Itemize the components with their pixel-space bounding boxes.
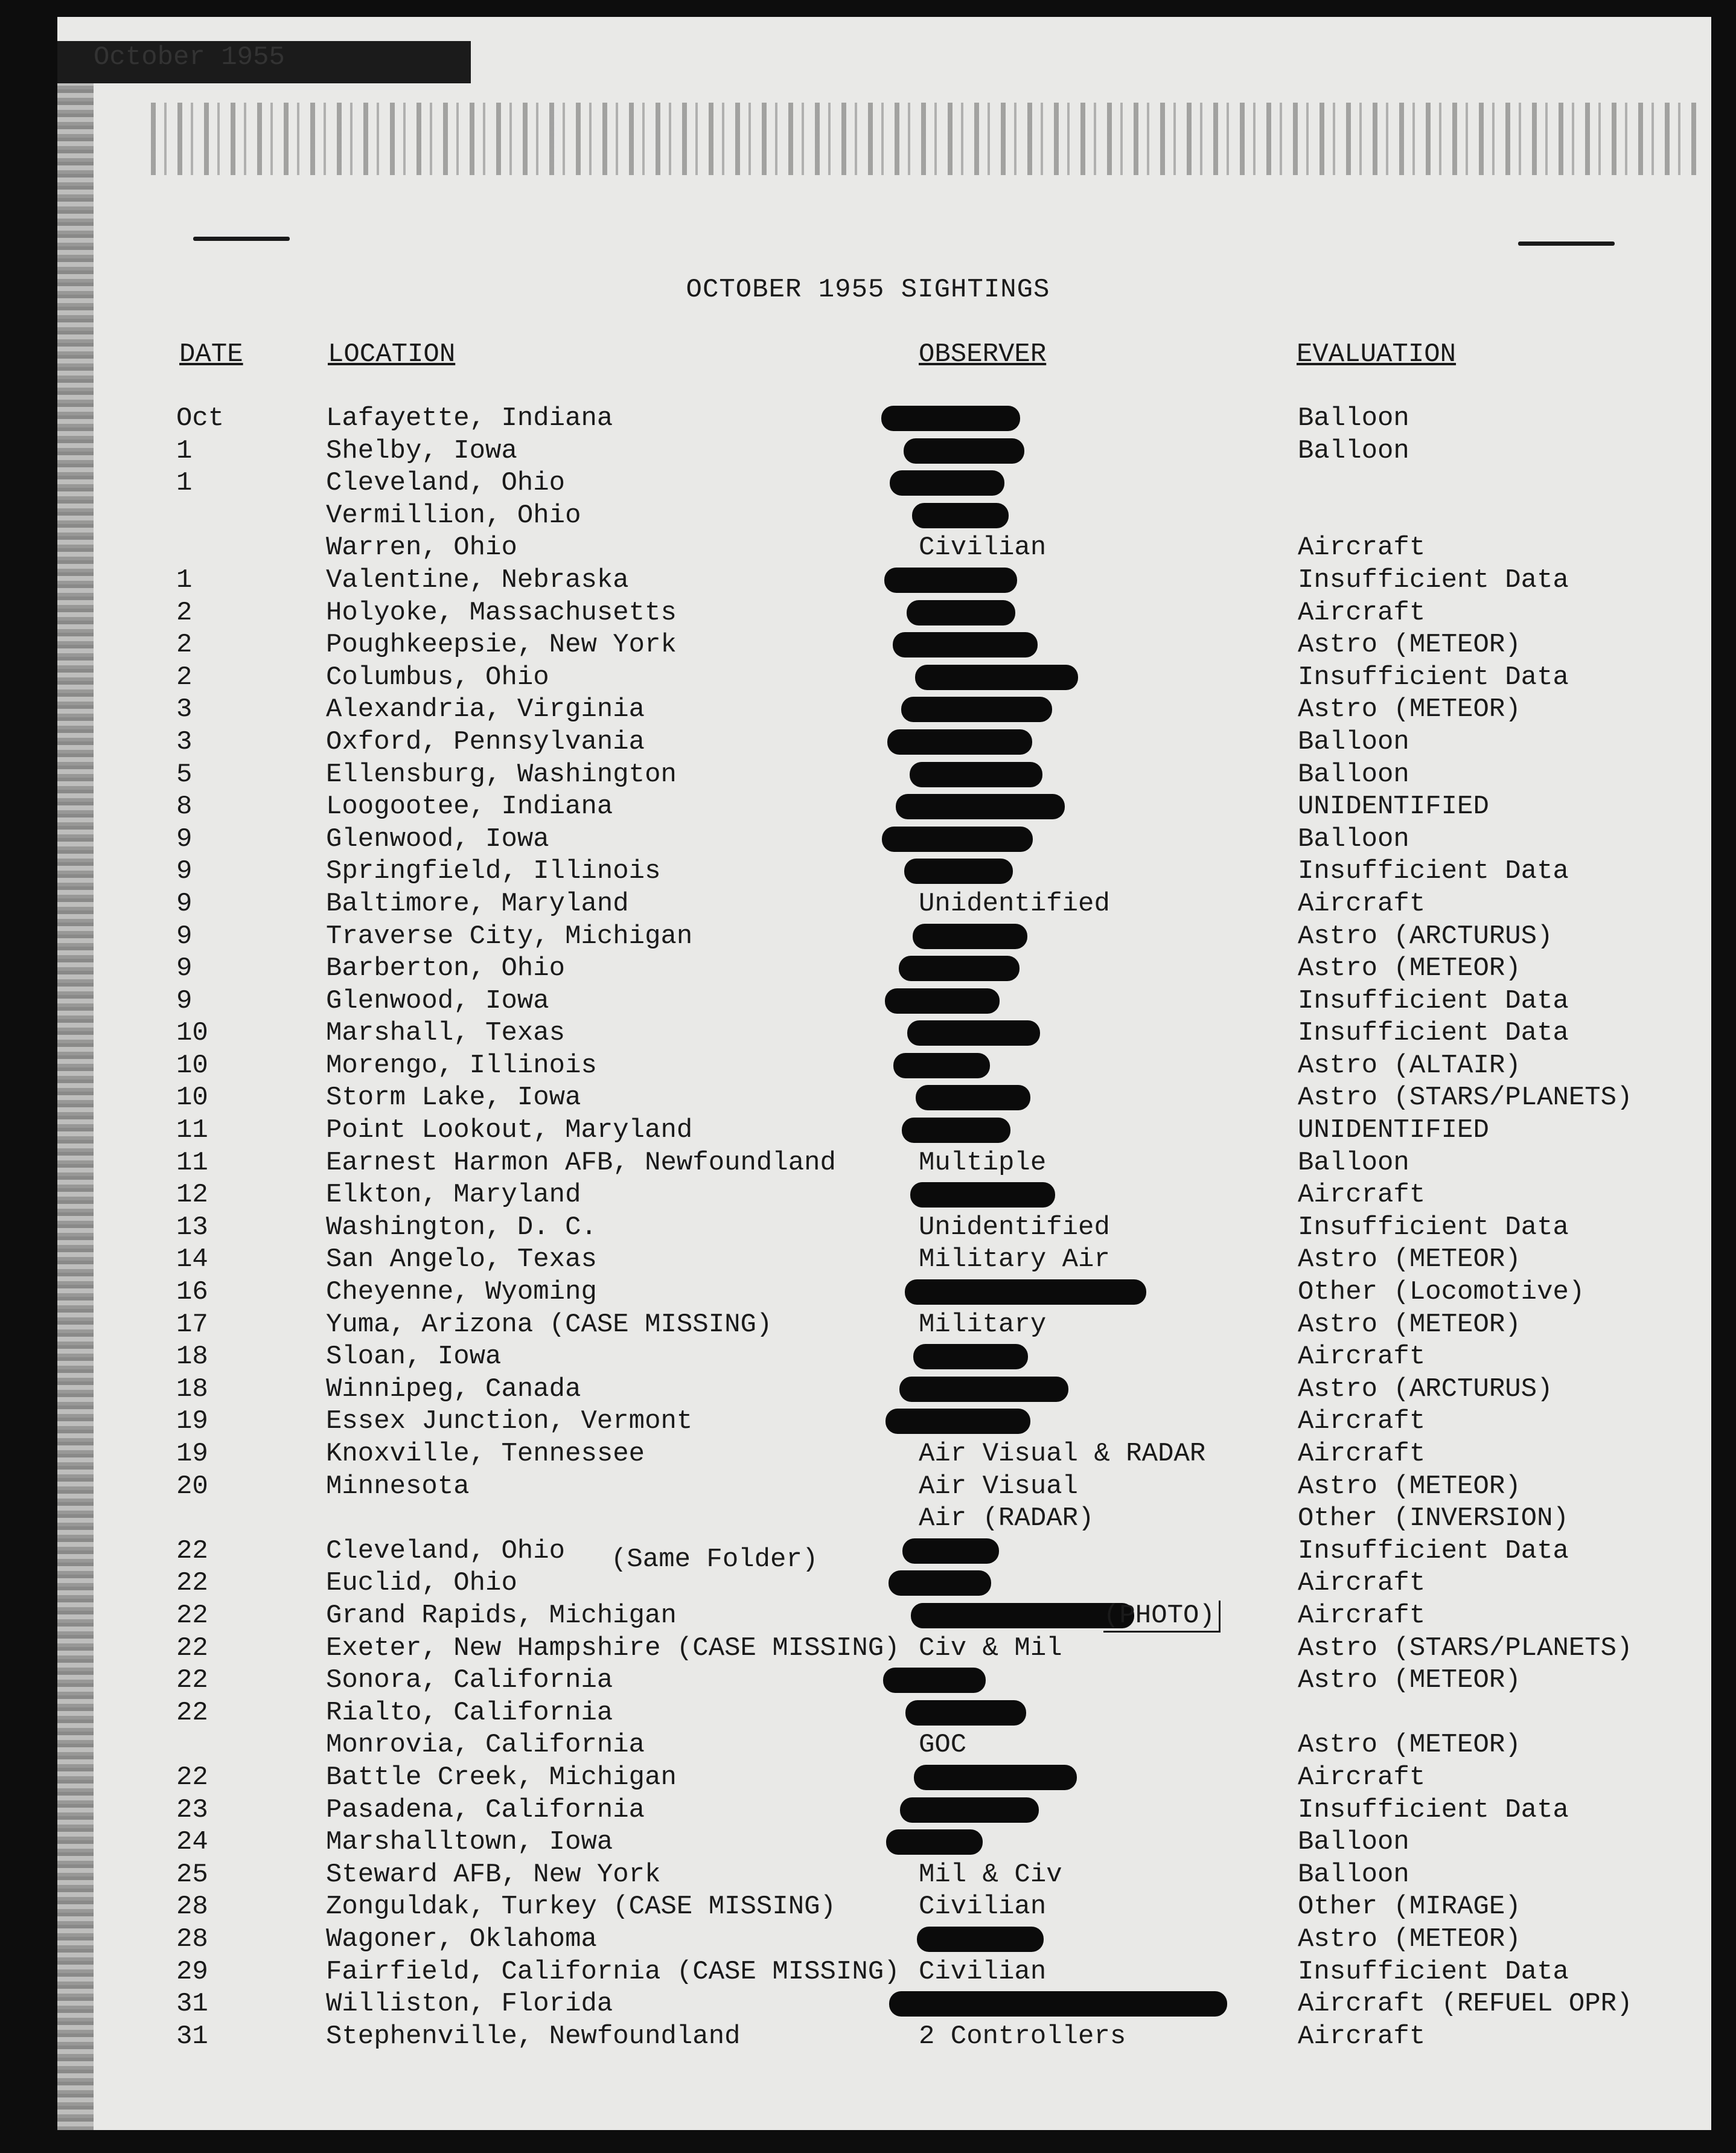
folder-tab-label: October 1955	[94, 42, 285, 72]
date-cell: 2	[176, 630, 193, 661]
table-row	[0, 662, 1736, 695]
location-cell: Yuma, Arizona (CASE MISSING)	[326, 1309, 773, 1340]
evaluation-cell: Insufficient Data	[1298, 1212, 1569, 1243]
table-row	[0, 1698, 1736, 1730]
observer-cell: Air Visual & RADAR	[919, 1439, 1206, 1469]
redaction-bar	[904, 859, 1013, 884]
table-row	[0, 1115, 1736, 1148]
date-cell: 1	[176, 468, 193, 499]
location-cell: Storm Lake, Iowa	[326, 1083, 581, 1113]
redaction-bar	[882, 827, 1033, 852]
table-row	[0, 1471, 1736, 1504]
table-row	[0, 1148, 1736, 1180]
column-header-evaluation: EVALUATION	[1297, 339, 1457, 369]
observer-cell: Civilian	[919, 1956, 1047, 1987]
column-header-observer: OBSERVER	[919, 339, 1047, 369]
table-row	[0, 1633, 1736, 1666]
location-cell: Springfield, Illinois	[326, 856, 661, 887]
redaction-bar	[899, 956, 1020, 981]
date-cell: 31	[176, 1989, 208, 2020]
redaction-bar	[896, 794, 1065, 819]
date-cell: 22	[176, 1568, 208, 1599]
date-cell: 22	[176, 1697, 208, 1728]
location-cell: Washington, D. C.	[326, 1212, 597, 1243]
date-cell: 19	[176, 1406, 208, 1437]
date-cell: 22	[176, 1535, 208, 1566]
table-row	[0, 889, 1736, 921]
table-row	[0, 436, 1736, 469]
redaction-bar	[899, 1377, 1068, 1402]
redaction-bar	[884, 568, 1017, 593]
evaluation-cell: Astro (METEOR)	[1298, 1244, 1521, 1275]
date-cell: 12	[176, 1180, 208, 1211]
redaction-bar	[907, 600, 1015, 625]
table-row	[0, 1374, 1736, 1407]
table-row	[0, 1277, 1736, 1310]
table-row	[0, 1083, 1736, 1115]
date-cell: 20	[176, 1471, 208, 1502]
location-cell: Earnest Harmon AFB, Newfoundland	[326, 1147, 836, 1178]
location-cell: Vermillion, Ohio	[326, 500, 581, 531]
table-row	[0, 1957, 1736, 1989]
evaluation-cell: Aircraft	[1298, 1762, 1426, 1793]
redaction-bar	[885, 988, 1000, 1014]
location-cell: Ellensburg, Washington	[326, 759, 677, 790]
redaction-bar	[911, 1603, 1134, 1628]
location-cell: Knoxville, Tennessee	[326, 1439, 645, 1469]
evaluation-cell: Astro (METEOR)	[1298, 694, 1521, 725]
evaluation-cell: Insufficient Data	[1298, 1956, 1569, 1987]
table-row	[0, 1827, 1736, 1860]
date-cell: 3	[176, 694, 193, 725]
location-cell: Zonguldak, Turkey (CASE MISSING)	[326, 1892, 836, 1922]
redaction-bar	[905, 1700, 1026, 1726]
evaluation-cell: Insufficient Data	[1298, 1794, 1569, 1825]
location-cell: Grand Rapids, Michigan	[326, 1600, 677, 1631]
date-cell: 11	[176, 1115, 208, 1146]
date-cell: 18	[176, 1342, 208, 1372]
table-row	[0, 1536, 1736, 1569]
evaluation-cell: Aircraft	[1298, 1439, 1426, 1469]
evaluation-cell: Balloon	[1298, 1859, 1409, 1890]
table-row	[0, 1180, 1736, 1212]
table-row	[0, 598, 1736, 630]
table-row	[0, 1860, 1736, 1892]
evaluation-cell: Astro (METEOR)	[1298, 1309, 1521, 1340]
observer-cell: Civ & Mil	[919, 1633, 1062, 1663]
table-row	[0, 727, 1736, 760]
date-cell: 18	[176, 1374, 208, 1404]
redaction-bar	[886, 1409, 1030, 1434]
evaluation-cell: Balloon	[1298, 1147, 1409, 1178]
redaction-bar	[907, 1020, 1040, 1046]
table-row	[0, 1051, 1736, 1083]
location-cell: Cheyenne, Wyoming	[326, 1277, 597, 1308]
observer-cell: Mil & Civ	[919, 1859, 1062, 1890]
date-cell: 22	[176, 1600, 208, 1631]
observer-cell: Multiple	[919, 1147, 1047, 1178]
date-cell: 1	[176, 435, 193, 466]
column-header-location: LOCATION	[328, 339, 456, 369]
date-cell: 31	[176, 2021, 208, 2052]
location-cell: Williston, Florida	[326, 1989, 613, 2020]
evaluation-cell: Insufficient Data	[1298, 1018, 1569, 1049]
date-cell: 29	[176, 1956, 208, 1987]
date-cell: 10	[176, 1050, 208, 1081]
table-row	[0, 694, 1736, 727]
table-row	[0, 1665, 1736, 1698]
location-cell: Rialto, California	[326, 1697, 613, 1728]
redaction-bar	[917, 1927, 1044, 1952]
table-row	[0, 1568, 1736, 1601]
evaluation-cell: Astro (ALTAIR)	[1298, 1050, 1521, 1081]
date-cell: 10	[176, 1018, 208, 1049]
location-cell: Holyoke, Massachusetts	[326, 597, 677, 628]
location-cell: Marshalltown, Iowa	[326, 1827, 613, 1858]
table-row	[0, 1503, 1736, 1536]
location-cell: Loogootee, Indiana	[326, 792, 613, 822]
date-cell: 23	[176, 1794, 208, 1825]
location-cell: Fairfield, California (CASE MISSING)	[326, 1956, 900, 1987]
location-cell: Winnipeg, Canada	[326, 1374, 581, 1404]
evaluation-cell: Aircraft	[1298, 597, 1426, 628]
evaluation-cell: UNIDENTIFIED	[1298, 792, 1489, 822]
evaluation-cell: Astro (METEOR)	[1298, 1471, 1521, 1502]
evaluation-cell: Astro (METEOR)	[1298, 1924, 1521, 1954]
location-cell: Traverse City, Michigan	[326, 921, 693, 952]
evaluation-cell: Astro (METEOR)	[1298, 953, 1521, 984]
table-row	[0, 953, 1736, 986]
location-cell: Steward AFB, New York	[326, 1859, 661, 1890]
date-cell: 10	[176, 1083, 208, 1113]
evaluation-cell: Aircraft	[1298, 1342, 1426, 1372]
scan-noise-band	[151, 103, 1696, 175]
date-cell: 17	[176, 1309, 208, 1340]
table-row	[0, 1342, 1736, 1374]
redaction-bar	[913, 924, 1027, 949]
evaluation-cell: Astro (METEOR)	[1298, 1665, 1521, 1696]
location-cell: Exeter, New Hampshire (CASE MISSING)	[326, 1633, 900, 1663]
evaluation-cell: Balloon	[1298, 435, 1409, 466]
table-row	[0, 1439, 1736, 1471]
dash-mark-left	[193, 237, 290, 241]
evaluation-cell: Aircraft	[1298, 1600, 1426, 1631]
redaction-bar	[905, 1279, 1146, 1305]
observer-cell: Military	[919, 1309, 1047, 1340]
observer-cell: 2 Controllers	[919, 2021, 1126, 2052]
table-row	[0, 630, 1736, 662]
table-row	[0, 501, 1736, 533]
location-cell: Marshall, Texas	[326, 1018, 566, 1049]
evaluation-cell: Insufficient Data	[1298, 985, 1569, 1016]
date-cell: 13	[176, 1212, 208, 1243]
date-cell: 14	[176, 1244, 208, 1275]
table-row	[0, 403, 1736, 436]
evaluation-cell: Other (MIRAGE)	[1298, 1892, 1521, 1922]
observer-cell: GOC	[919, 1730, 967, 1761]
date-cell: 9	[176, 888, 193, 919]
location-cell: Poughkeepsie, New York	[326, 630, 677, 661]
evaluation-cell: Astro (STARS/PLANETS)	[1298, 1633, 1633, 1663]
observer-cell: Civilian	[919, 1892, 1047, 1922]
evaluation-cell: Astro (ARCTURUS)	[1298, 921, 1553, 952]
redaction-bar	[883, 1668, 986, 1693]
location-cell: Monrovia, California	[326, 1730, 645, 1761]
date-cell: 25	[176, 1859, 208, 1890]
evaluation-cell: Astro (ARCTURUS)	[1298, 1374, 1553, 1404]
redaction-bar	[915, 665, 1078, 690]
table-row	[0, 1892, 1736, 1924]
redaction-bar	[912, 503, 1009, 528]
date-cell: 2	[176, 662, 193, 693]
location-cell: Alexandria, Virginia	[326, 694, 645, 725]
location-cell: Oxford, Pennsylvania	[326, 726, 645, 757]
table-row	[0, 921, 1736, 954]
table-row	[0, 2021, 1736, 2054]
location-cell: Cleveland, Ohio	[326, 468, 566, 499]
date-cell: 19	[176, 1439, 208, 1469]
date-cell: 22	[176, 1665, 208, 1696]
date-cell: 2	[176, 597, 193, 628]
date-cell: Oct	[176, 403, 225, 433]
redaction-bar	[910, 762, 1042, 787]
redaction-bar	[902, 1538, 999, 1564]
date-cell: 28	[176, 1892, 208, 1922]
redaction-bar	[889, 1991, 1227, 2017]
observer-cell: Military Air	[919, 1244, 1110, 1275]
location-cell: Sonora, California	[326, 1665, 613, 1696]
location-cell: Cleveland, Ohio	[326, 1535, 566, 1566]
date-cell: 9	[176, 921, 193, 952]
redaction-bar	[886, 1829, 983, 1855]
evaluation-cell: Balloon	[1298, 759, 1409, 790]
location-cell: Sloan, Iowa	[326, 1342, 502, 1372]
date-cell: 9	[176, 985, 193, 1016]
observer-cell: Unidentified	[919, 1212, 1110, 1243]
table-row	[0, 565, 1736, 598]
redaction-bar	[910, 1182, 1055, 1208]
evaluation-cell: Insufficient Data	[1298, 565, 1569, 595]
redaction-bar	[893, 1053, 990, 1078]
evaluation-cell: Insufficient Data	[1298, 662, 1569, 693]
evaluation-cell: Aircraft	[1298, 1568, 1426, 1599]
table-row	[0, 1730, 1736, 1762]
location-cell: Barberton, Ohio	[326, 953, 566, 984]
evaluation-cell: UNIDENTIFIED	[1298, 1115, 1489, 1146]
date-cell: 16	[176, 1277, 208, 1308]
table-row	[0, 824, 1736, 857]
evaluation-cell: Aircraft	[1298, 533, 1426, 563]
redaction-bar	[881, 406, 1020, 431]
evaluation-cell: Aircraft	[1298, 1180, 1426, 1211]
evaluation-cell: Balloon	[1298, 726, 1409, 757]
location-cell: Wagoner, Oklahoma	[326, 1924, 597, 1954]
table-row	[0, 533, 1736, 565]
evaluation-cell: Aircraft	[1298, 2021, 1426, 2052]
location-cell: Warren, Ohio	[326, 533, 517, 563]
observer-cell: Air Visual	[919, 1471, 1079, 1502]
date-cell: 24	[176, 1827, 208, 1858]
column-header-date: DATE	[179, 339, 243, 369]
table-row	[0, 1244, 1736, 1277]
date-cell: 9	[176, 856, 193, 887]
redaction-bar	[890, 470, 1004, 496]
table-row	[0, 792, 1736, 824]
table-row	[0, 1762, 1736, 1795]
location-cell: Columbus, Ohio	[326, 662, 549, 693]
observer-cell: Unidentified	[919, 888, 1110, 919]
table-row	[0, 986, 1736, 1019]
evaluation-cell: Aircraft	[1298, 1406, 1426, 1437]
redaction-bar	[914, 1765, 1077, 1790]
table-row	[0, 1018, 1736, 1051]
evaluation-cell: Astro (STARS/PLANETS)	[1298, 1083, 1633, 1113]
location-cell: Point Lookout, Maryland	[326, 1115, 693, 1146]
observer-cell: Civilian	[919, 533, 1047, 563]
table-row	[0, 1212, 1736, 1245]
table-row	[0, 1406, 1736, 1439]
location-cell: Shelby, Iowa	[326, 435, 517, 466]
redaction-bar	[889, 1570, 991, 1596]
evaluation-cell: Aircraft (REFUEL OPR)	[1298, 1989, 1633, 2020]
redaction-bar	[904, 438, 1024, 464]
location-cell: Essex Junction, Vermont	[326, 1406, 693, 1437]
table-row	[0, 1310, 1736, 1342]
redaction-bar	[913, 1344, 1028, 1369]
date-cell: 11	[176, 1147, 208, 1178]
evaluation-cell: Insufficient Data	[1298, 1535, 1569, 1566]
table-row	[0, 1601, 1736, 1633]
date-cell: 3	[176, 726, 193, 757]
location-cell: Elkton, Maryland	[326, 1180, 581, 1211]
sightings-table	[0, 403, 1736, 2053]
location-cell: Battle Creek, Michigan	[326, 1762, 677, 1793]
table-row	[0, 1989, 1736, 2021]
evaluation-cell: Balloon	[1298, 824, 1409, 854]
date-cell: 28	[176, 1924, 208, 1954]
observer-cell: (PHOTO)	[1103, 1601, 1221, 1633]
location-cell: Glenwood, Iowa	[326, 824, 549, 854]
evaluation-cell: Balloon	[1298, 403, 1409, 433]
date-cell: 9	[176, 824, 193, 854]
location-cell: Glenwood, Iowa	[326, 985, 549, 1016]
location-cell: Minnesota	[326, 1471, 470, 1502]
date-cell: 22	[176, 1633, 208, 1663]
evaluation-cell: Balloon	[1298, 1827, 1409, 1858]
redaction-bar	[902, 1118, 1010, 1143]
table-row	[0, 856, 1736, 889]
location-cell: Euclid, Ohio	[326, 1568, 517, 1599]
table-row	[0, 1924, 1736, 1957]
redaction-bar	[916, 1085, 1030, 1110]
evaluation-cell: Astro (METEOR)	[1298, 630, 1521, 661]
evaluation-cell: Other (Locomotive)	[1298, 1277, 1585, 1308]
date-cell: 22	[176, 1762, 208, 1793]
table-row	[0, 1795, 1736, 1828]
evaluation-cell: Aircraft	[1298, 888, 1426, 919]
location-cell: San Angelo, Texas	[326, 1244, 597, 1275]
evaluation-cell: Other (INVERSION)	[1298, 1503, 1569, 1534]
table-row	[0, 760, 1736, 792]
date-cell: 8	[176, 792, 193, 822]
location-cell: Stephenville, Newfoundland	[326, 2021, 741, 2052]
redaction-bar	[893, 632, 1038, 657]
dash-mark-right	[1518, 242, 1615, 246]
location-cell: Valentine, Nebraska	[326, 565, 629, 595]
page-title: OCTOBER 1955 SIGHTINGS	[686, 275, 1050, 305]
same-folder-note: (Same Folder)	[611, 1544, 819, 1575]
evaluation-cell: Astro (METEOR)	[1298, 1730, 1521, 1761]
date-cell: 5	[176, 759, 193, 790]
location-cell: Pasadena, California	[326, 1794, 645, 1825]
date-cell: 9	[176, 953, 193, 984]
redaction-bar	[887, 729, 1032, 755]
redaction-bar	[900, 1797, 1039, 1823]
redaction-bar	[901, 697, 1052, 722]
table-row	[0, 468, 1736, 501]
evaluation-cell: Insufficient Data	[1298, 856, 1569, 887]
location-cell: Morengo, Illinois	[326, 1050, 597, 1081]
date-cell: 1	[176, 565, 193, 595]
observer-cell: Air (RADAR)	[919, 1503, 1094, 1534]
location-cell: Lafayette, Indiana	[326, 403, 613, 433]
location-cell: Baltimore, Maryland	[326, 888, 629, 919]
